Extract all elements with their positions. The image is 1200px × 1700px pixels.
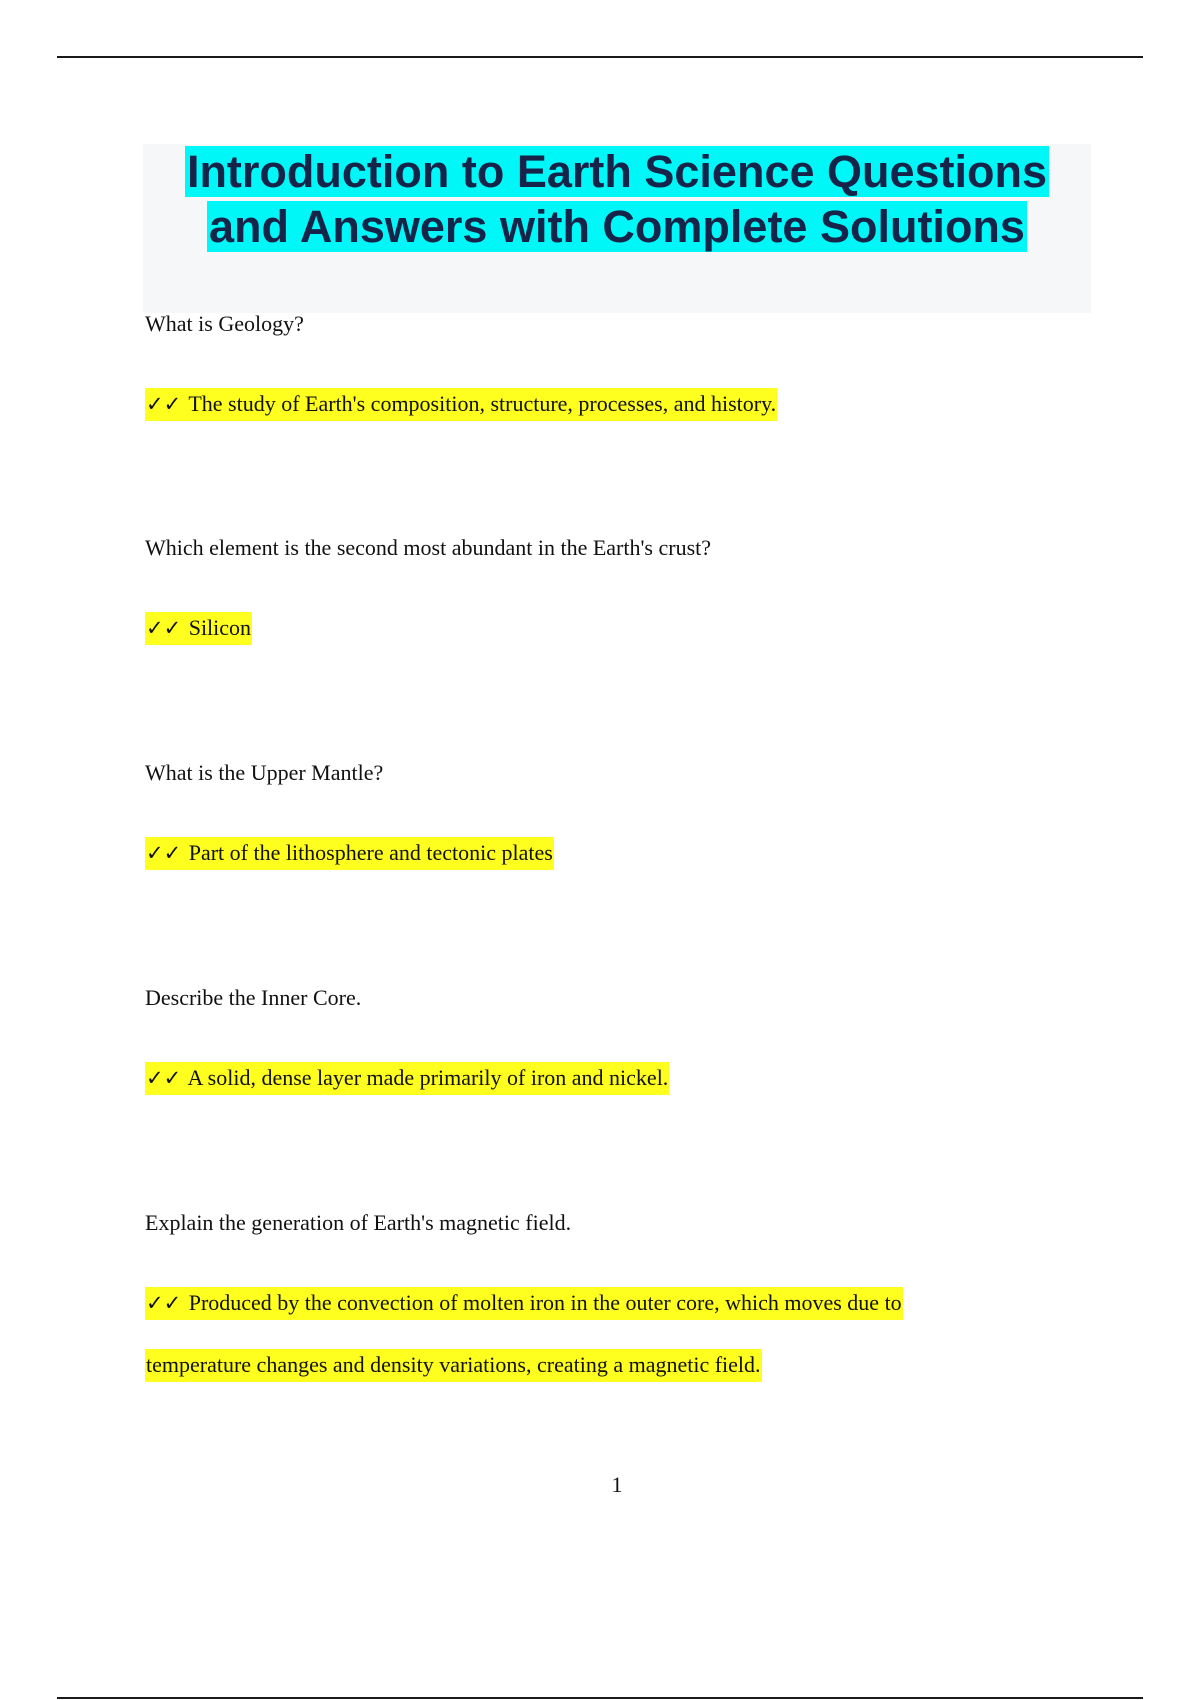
title-line-2: and Answers with Complete Solutions (209, 201, 1025, 252)
qa-item (145, 760, 1045, 884)
answer-text: Produced by the convection of molten iron in the outer core, which moves due to temperature changes and density variations, creating a magnetic field. (146, 1290, 902, 1377)
answer-highlight (145, 1062, 669, 1095)
question-text: What is Geology? (145, 311, 304, 336)
bottom-rule (57, 1697, 1143, 1699)
top-rule (57, 56, 1143, 58)
answer-line (145, 1272, 980, 1395)
answer-highlight (145, 837, 554, 870)
answer-text: A solid, dense layer made primarily of iron and nickel. (187, 1065, 669, 1090)
check-mark-icon: ✓✓ (146, 392, 182, 416)
check-mark-icon: ✓✓ (146, 1066, 182, 1090)
answer-line (145, 822, 1045, 884)
qa-item (145, 985, 1045, 1109)
title-line-1: Introduction to Earth Science Questions (186, 146, 1048, 197)
check-mark-icon: ✓✓ (146, 841, 182, 865)
answer-line (145, 597, 1045, 659)
answer-text: Silicon (188, 615, 252, 640)
question-text: Which element is the second most abundant in the Earth's crust? (145, 535, 712, 560)
answer-highlight (145, 612, 252, 645)
question-text: Describe the Inner Core. (145, 985, 362, 1010)
qa-item (145, 1210, 980, 1395)
document-title (143, 144, 1091, 254)
question-text: Explain the generation of Earth's magnetic field. (145, 1210, 572, 1235)
check-mark-icon: ✓✓ (146, 616, 182, 640)
answer-highlight (145, 388, 777, 421)
answer-text: The study of Earth's composition, structure, processes, and history. (188, 391, 777, 416)
answer-text: Part of the lithosphere and tectonic plates (188, 840, 553, 865)
qa-item (145, 311, 1045, 435)
question-text: What is the Upper Mantle? (145, 760, 384, 785)
qa-item (145, 535, 1045, 659)
page-number: 1 (611, 1472, 623, 1497)
answer-line (145, 1047, 1045, 1109)
check-mark-icon: ✓✓ (146, 1291, 182, 1315)
answer-highlight (145, 1287, 903, 1382)
answer-line (145, 373, 1045, 435)
